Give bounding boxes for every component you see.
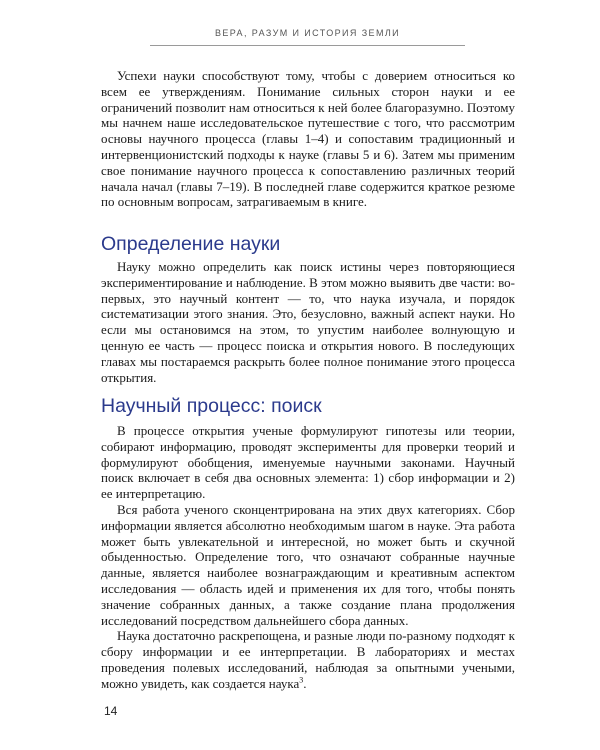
running-head: ВЕРА, РАЗУМ И ИСТОРИЯ ЗЕМЛИ — [214, 28, 401, 38]
intro-text — [101, 68, 515, 210]
header-rule — [150, 45, 465, 46]
section-definition-text — [101, 259, 515, 385]
page-number: 14 — [104, 704, 118, 718]
paragraph: Науку можно определить как поиск истины через повторяющиеся экспериментирование и наблюдение. В этом можно выявить две части: во-первых, это научный контент — то, что наука изучала, и порядок систематизации этого знания. Это, безусловно, важный аспект науки. Но если мы остановимся на этом, то упустим наиболее волнующую и ценную ее часть — процесс поиска и открытия нового. В последующих главах мы постараемся раскрыть более полное понимание этого процесса открытия. — [101, 259, 515, 385]
section-heading-process: Научный процесс: поиск — [101, 395, 322, 417]
paragraph-end: . — [303, 675, 307, 691]
paragraph: Успехи науки способствуют тому, чтобы с доверием относиться ко всем ее утверждениям. Понимание сильных сторон науки и ее ограничений позволит нам относиться к ней более благоразумно. Поэтому мы начнем наше исследовательское путешествие с того, что рассмотрим основы научного процесса (главы 1–4) и сопоставим традиционный и интервенционистский подходы к науке (главы 5 и 6). Затем мы применим свое понимание научного процесса к сопоставлению различных теорий начала начал (главы 7–19). В последней главе содержится краткое резюме по основным вопросам, затрагиваемым в книге. — [101, 68, 515, 210]
paragraph-text: Наука достаточно раскрепощена, и разные люди по-разному подходят к сбору информации и ее интерпретации. В лабораториях и местах проведения полевых исследований, наблюдая за опытными учеными, можно увидеть, как создается наука — [101, 628, 515, 691]
section-process-text — [101, 423, 515, 692]
paragraph: В процессе открытия ученые формулируют гипотезы или теории, собирают информацию, проводят эксперименты для проверки теорий и формулируют обобщения, именуемые научными законами. Научный поиск включает в себя два основных элемента: 1) сбор информации и 2) ее интерпретацию. — [101, 423, 515, 502]
footnote-marker[interactable]: 3 — [299, 675, 304, 685]
paragraph-last — [101, 628, 515, 691]
section-heading-definition: Определение науки — [101, 233, 281, 255]
paragraph: Вся работа ученого сконцентрирована на этих двух категориях. Сбор информации является абсолютно необходимым шагом в науке. Эта работа может быть увлекательной и интересной, но может быть и скучной обыденностью. Определение того, что означают собранные научные данные, является наиболее вознаграждающим и креативным аспектом исследования — область идей и применения их для того, чтобы понять значение собранных данных, а также создание плана продолжения исследований посредством дальнейшего сбора данных. — [101, 501, 515, 628]
